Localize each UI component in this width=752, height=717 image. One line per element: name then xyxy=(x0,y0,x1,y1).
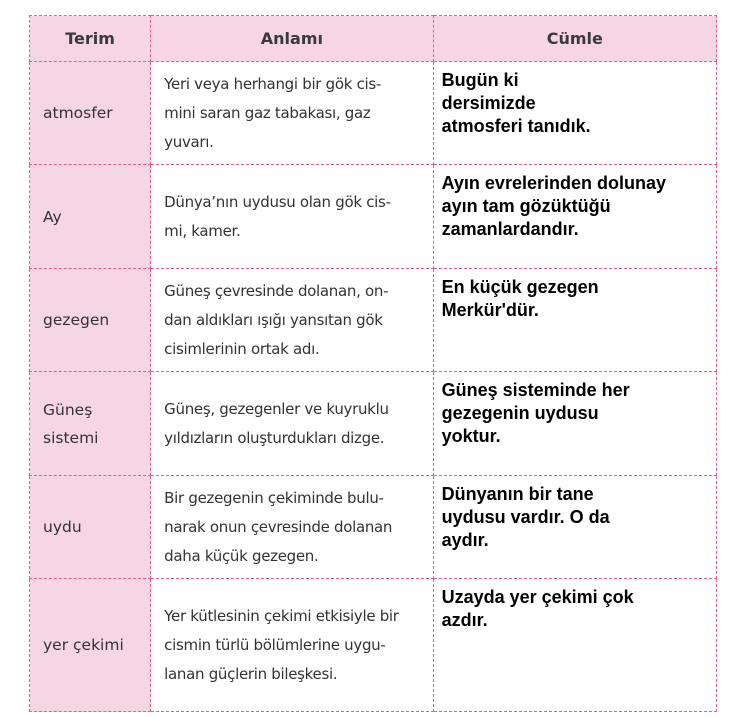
meaning-line: narak onun çevresinde dolanan xyxy=(164,517,393,536)
meaning-line: Yer kütlesinin çekimi etkisiyle bir xyxy=(164,606,399,625)
header-row xyxy=(30,16,717,62)
sentence-line: atmosferi tanıdık. xyxy=(441,116,591,136)
meaning-line: yıldızların oluşturdukları dizge. xyxy=(164,428,385,447)
sentence-line: En küçük gezegen xyxy=(441,277,599,297)
table-row xyxy=(30,372,717,476)
meaning-cell xyxy=(151,165,433,269)
meaning-line: Güneş, gezegenler ve kuyruklu xyxy=(164,399,389,418)
sentence-cell[interactable] xyxy=(433,62,716,165)
header-meaning: Anlamı xyxy=(151,16,433,62)
meaning-cell xyxy=(151,269,433,372)
term-text: Ay xyxy=(43,207,62,226)
term-text: yer çekimi xyxy=(43,636,124,654)
term-text: uydu xyxy=(43,518,82,536)
sentence-cell[interactable] xyxy=(433,476,716,579)
sentence-cell[interactable] xyxy=(433,269,716,372)
table-row xyxy=(30,62,717,165)
sentence-line: ayın tam gözüktüğü xyxy=(441,196,611,216)
meaning-line: cismin türlü bölümlerine uygu- xyxy=(164,635,386,654)
table-row xyxy=(30,579,717,712)
sentence-line: Bugün ki xyxy=(441,70,519,90)
term-text: sistemi xyxy=(43,428,99,447)
meaning-cell xyxy=(151,476,433,579)
meaning-line: lanan güçlerin bileşkesi. xyxy=(164,664,338,683)
term-cell xyxy=(30,372,151,476)
meaning-line: Dünya’nın uydusu olan gök cis- xyxy=(164,192,391,211)
sentence-cell[interactable] xyxy=(433,372,716,476)
meaning-line: mini saran gaz tabakası, gaz xyxy=(164,103,371,122)
table-row xyxy=(30,165,717,269)
sentence-line: Uzayda yer çekimi çok xyxy=(441,587,634,607)
term-text: Güneş xyxy=(43,400,93,419)
sentence-line: Merkür'dür. xyxy=(441,300,539,320)
sentence-line: yoktur. xyxy=(441,426,501,446)
header-term: Terim xyxy=(30,16,151,62)
meaning-line: cisimlerinin ortak adı. xyxy=(164,339,320,358)
meaning-cell xyxy=(151,62,433,165)
meaning-cell xyxy=(151,579,433,712)
meaning-line: mi, kamer. xyxy=(164,221,241,240)
term-cell xyxy=(30,269,151,372)
term-text: gezegen xyxy=(43,311,110,329)
meaning-line: daha küçük gezegen. xyxy=(164,546,319,565)
sentence-line: zamanlardandır. xyxy=(441,219,579,239)
meaning-line: Güneş çevresinde dolanan, on- xyxy=(164,281,389,300)
meaning-cell xyxy=(151,372,433,476)
header-sentence: Cümle xyxy=(433,16,716,62)
term-cell xyxy=(30,165,151,269)
sentence-line: azdır. xyxy=(441,610,488,630)
sentence-line: dersimizde xyxy=(441,93,536,113)
table-row xyxy=(30,269,717,372)
meaning-line: dan aldıkları ışığı yansıtan gök xyxy=(164,310,383,329)
sentence-line: gezegenin uydusu xyxy=(441,403,599,423)
table-row xyxy=(30,476,717,579)
sentence-line: Dünyanın bir tane xyxy=(441,484,594,504)
term-cell xyxy=(30,62,151,165)
meaning-line: yuvarı. xyxy=(164,132,214,151)
meaning-line: Bir gezegenin çekiminde bulu- xyxy=(164,488,384,507)
sentence-cell[interactable] xyxy=(433,165,716,269)
sentence-line: aydır. xyxy=(441,530,489,550)
term-cell xyxy=(30,476,151,579)
sentence-line: Güneş sisteminde her xyxy=(441,380,630,400)
sentence-cell[interactable] xyxy=(433,579,716,712)
glossary-table xyxy=(29,15,717,712)
sentence-line: uydusu vardır. O da xyxy=(441,507,610,527)
term-cell xyxy=(30,579,151,712)
sentence-line: Ayın evrelerinden dolunay xyxy=(441,173,666,193)
meaning-line: Yeri veya herhangi bir gök cis- xyxy=(164,74,382,93)
term-text: atmosfer xyxy=(43,104,113,122)
